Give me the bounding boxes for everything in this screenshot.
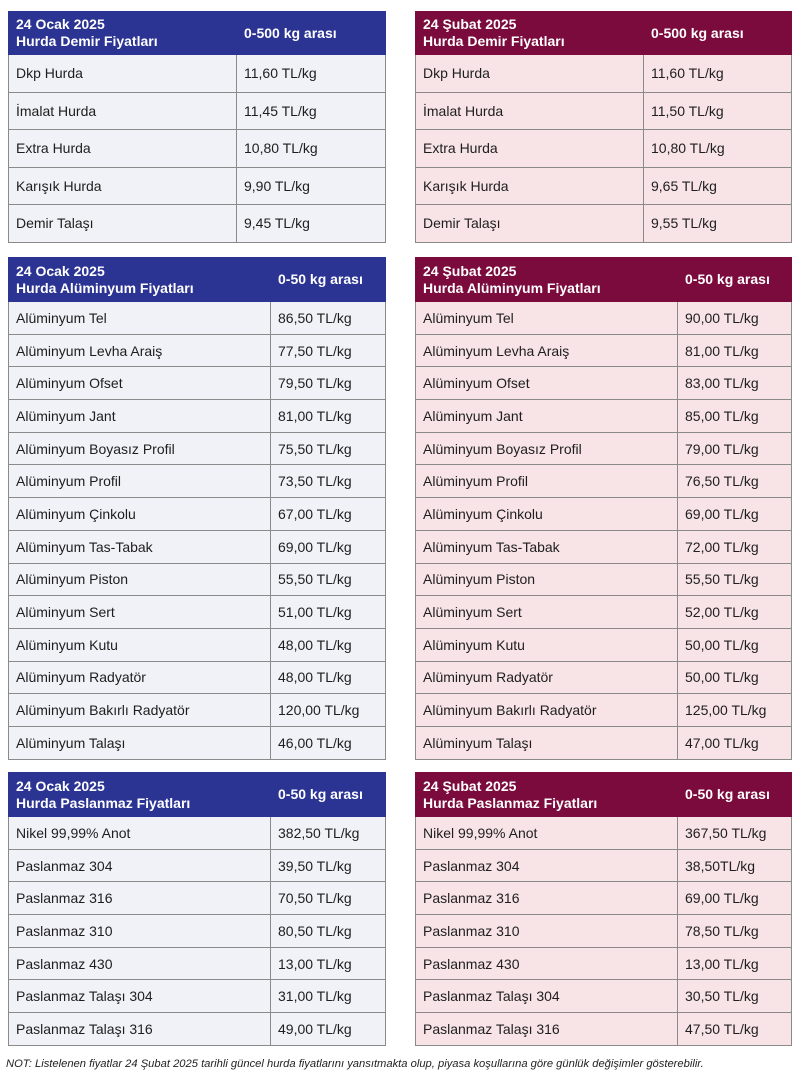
item-name: Paslanmaz 316 xyxy=(9,882,271,915)
item-price: 86,50 TL/kg xyxy=(271,302,386,335)
item-name: Demir Talaşı xyxy=(416,205,644,243)
weight-range-header: 0-50 kg arası xyxy=(678,258,792,302)
table-row xyxy=(416,530,792,563)
item-price: 9,65 TL/kg xyxy=(644,167,792,205)
item-name: Alüminyum Çinkolu xyxy=(416,498,678,531)
table-row xyxy=(9,882,386,915)
aluminyum-table-subat xyxy=(415,257,792,760)
item-price: 47,50 TL/kg xyxy=(678,1013,792,1046)
item-name: Alüminyum Tas-Tabak xyxy=(416,530,678,563)
item-price: 11,50 TL/kg xyxy=(644,92,792,130)
table-row xyxy=(9,947,386,980)
table-row xyxy=(416,882,792,915)
item-name: Alüminyum Bakırlı Radyatör xyxy=(416,694,678,727)
table-row xyxy=(9,661,386,694)
item-name: Extra Hurda xyxy=(9,130,237,168)
table-row xyxy=(416,498,792,531)
item-price: 13,00 TL/kg xyxy=(271,947,386,980)
table-row xyxy=(416,849,792,882)
table-row xyxy=(416,915,792,948)
item-price: 81,00 TL/kg xyxy=(271,400,386,433)
demir-table-subat xyxy=(415,11,792,243)
table-title xyxy=(9,12,237,55)
item-name: Paslanmaz 430 xyxy=(416,947,678,980)
weight-range-header: 0-500 kg arası xyxy=(237,12,386,55)
item-name: Karışık Hurda xyxy=(9,167,237,205)
table-heading: Hurda Paslanmaz Fiyatları xyxy=(16,794,191,811)
item-name: Karışık Hurda xyxy=(416,167,644,205)
item-name: Alüminyum Bakırlı Radyatör xyxy=(9,694,271,727)
item-price: 78,50 TL/kg xyxy=(678,915,792,948)
item-name: Paslanmaz Talaşı 316 xyxy=(416,1013,678,1046)
item-name: Alüminyum Levha Araiş xyxy=(9,334,271,367)
table-row xyxy=(416,596,792,629)
item-price: 50,00 TL/kg xyxy=(678,628,792,661)
table-row xyxy=(416,130,792,168)
item-name: Paslanmaz 304 xyxy=(416,849,678,882)
table-row xyxy=(9,167,386,205)
item-price: 38,50TL/kg xyxy=(678,849,792,882)
item-name: Nikel 99,99% Anot xyxy=(9,817,271,850)
table-title xyxy=(416,258,678,302)
item-price: 13,00 TL/kg xyxy=(678,947,792,980)
item-price: 46,00 TL/kg xyxy=(271,726,386,759)
table-date: 24 Ocak 2025 xyxy=(16,16,105,32)
item-price: 73,50 TL/kg xyxy=(271,465,386,498)
item-price: 67,00 TL/kg xyxy=(271,498,386,531)
item-name: Alüminyum Talaşı xyxy=(9,726,271,759)
table-row xyxy=(416,367,792,400)
table-title xyxy=(9,773,271,817)
item-price: 76,50 TL/kg xyxy=(678,465,792,498)
table-row xyxy=(9,55,386,93)
item-name: Alüminyum Kutu xyxy=(9,628,271,661)
item-name: Paslanmaz 316 xyxy=(416,882,678,915)
table-row xyxy=(9,915,386,948)
table-row xyxy=(416,694,792,727)
item-price: 90,00 TL/kg xyxy=(678,302,792,335)
table-row xyxy=(416,400,792,433)
table-row xyxy=(9,92,386,130)
table-row xyxy=(9,465,386,498)
item-name: Dkp Hurda xyxy=(416,55,644,93)
table-date: 24 Ocak 2025 xyxy=(16,262,105,279)
weight-range-header: 0-50 kg arası xyxy=(271,258,386,302)
table-row xyxy=(9,694,386,727)
item-name: Paslanmaz Talaşı 304 xyxy=(9,980,271,1013)
item-price: 10,80 TL/kg xyxy=(237,130,386,168)
item-name: Alüminyum Boyasız Profil xyxy=(9,432,271,465)
item-name: Paslanmaz 304 xyxy=(9,849,271,882)
item-price: 55,50 TL/kg xyxy=(678,563,792,596)
item-price: 49,00 TL/kg xyxy=(271,1013,386,1046)
item-price: 69,00 TL/kg xyxy=(678,882,792,915)
table-title xyxy=(416,773,678,817)
table-heading: Hurda Paslanmaz Fiyatları xyxy=(423,794,598,811)
item-name: İmalat Hurda xyxy=(9,92,237,130)
item-name: Extra Hurda xyxy=(416,130,644,168)
table-row xyxy=(416,167,792,205)
item-price: 69,00 TL/kg xyxy=(678,498,792,531)
item-name: Alüminyum Sert xyxy=(9,596,271,629)
table-row xyxy=(416,980,792,1013)
item-price: 11,60 TL/kg xyxy=(237,55,386,93)
table-row xyxy=(416,92,792,130)
item-price: 81,00 TL/kg xyxy=(678,334,792,367)
item-price: 50,00 TL/kg xyxy=(678,661,792,694)
table-row xyxy=(9,130,386,168)
item-name: Dkp Hurda xyxy=(9,55,237,93)
table-row xyxy=(416,334,792,367)
item-name: Nikel 99,99% Anot xyxy=(416,817,678,850)
table-row xyxy=(9,563,386,596)
item-name: Alüminyum Sert xyxy=(416,596,678,629)
table-row xyxy=(9,726,386,759)
item-price: 80,50 TL/kg xyxy=(271,915,386,948)
item-price: 31,00 TL/kg xyxy=(271,980,386,1013)
item-price: 10,80 TL/kg xyxy=(644,130,792,168)
item-price: 47,00 TL/kg xyxy=(678,726,792,759)
table-row xyxy=(9,205,386,243)
item-price: 79,00 TL/kg xyxy=(678,432,792,465)
table-title xyxy=(9,258,271,302)
demir-table-ocak xyxy=(8,11,386,243)
table-row xyxy=(9,980,386,1013)
table-heading: Hurda Alüminyum Fiyatları xyxy=(423,279,601,296)
item-price: 120,00 TL/kg xyxy=(271,694,386,727)
table-row xyxy=(9,367,386,400)
table-row xyxy=(9,498,386,531)
item-name: Paslanmaz 310 xyxy=(416,915,678,948)
table-row xyxy=(416,55,792,93)
item-price: 75,50 TL/kg xyxy=(271,432,386,465)
item-name: Alüminyum Profil xyxy=(9,465,271,498)
table-row xyxy=(9,817,386,850)
item-price: 70,50 TL/kg xyxy=(271,882,386,915)
weight-range-header: 0-500 kg arası xyxy=(644,12,792,55)
item-name: Alüminyum Ofset xyxy=(9,367,271,400)
paslanmaz-table-ocak xyxy=(8,772,386,1046)
footnote: NOT: Listelenen fiyatlar 24 Şubat 2025 tarihli güncel hurda fiyatlarını yansıtmakta olup, piyasa koşullarına göre günlük değişimler gösterebilir. xyxy=(6,1058,704,1070)
aluminyum-table-ocak xyxy=(8,257,386,760)
item-price: 382,50 TL/kg xyxy=(271,817,386,850)
item-name: Alüminyum Profil xyxy=(416,465,678,498)
item-name: Paslanmaz 430 xyxy=(9,947,271,980)
item-price: 55,50 TL/kg xyxy=(271,563,386,596)
item-price: 83,00 TL/kg xyxy=(678,367,792,400)
item-name: Alüminyum Tel xyxy=(416,302,678,335)
item-name: Paslanmaz 310 xyxy=(9,915,271,948)
paslanmaz-table-subat xyxy=(415,772,792,1046)
table-row xyxy=(9,530,386,563)
item-price: 39,50 TL/kg xyxy=(271,849,386,882)
table-date: 24 Şubat 2025 xyxy=(423,262,517,279)
table-row xyxy=(416,947,792,980)
item-name: Alüminyum Radyatör xyxy=(416,661,678,694)
item-price: 48,00 TL/kg xyxy=(271,628,386,661)
item-price: 9,45 TL/kg xyxy=(237,205,386,243)
item-name: Alüminyum Talaşı xyxy=(416,726,678,759)
table-heading: Hurda Demir Fiyatları xyxy=(16,33,158,49)
item-price: 52,00 TL/kg xyxy=(678,596,792,629)
item-price: 30,50 TL/kg xyxy=(678,980,792,1013)
weight-range-header: 0-50 kg arası xyxy=(271,773,386,817)
table-row xyxy=(9,1013,386,1046)
table-row xyxy=(9,400,386,433)
item-price: 85,00 TL/kg xyxy=(678,400,792,433)
item-price: 9,55 TL/kg xyxy=(644,205,792,243)
table-title xyxy=(416,12,644,55)
item-name: İmalat Hurda xyxy=(416,92,644,130)
item-price: 125,00 TL/kg xyxy=(678,694,792,727)
item-name: Alüminyum Jant xyxy=(9,400,271,433)
table-row xyxy=(416,726,792,759)
table-row xyxy=(416,465,792,498)
item-name: Paslanmaz Talaşı 304 xyxy=(416,980,678,1013)
item-name: Alüminyum Jant xyxy=(416,400,678,433)
table-heading: Hurda Demir Fiyatları xyxy=(423,33,565,49)
item-price: 77,50 TL/kg xyxy=(271,334,386,367)
table-row xyxy=(416,302,792,335)
table-row xyxy=(9,628,386,661)
item-name: Alüminyum Çinkolu xyxy=(9,498,271,531)
table-row xyxy=(9,432,386,465)
item-price: 72,00 TL/kg xyxy=(678,530,792,563)
item-name: Alüminyum Piston xyxy=(416,563,678,596)
item-price: 51,00 TL/kg xyxy=(271,596,386,629)
table-row xyxy=(416,628,792,661)
item-name: Alüminyum Levha Araiş xyxy=(416,334,678,367)
table-row xyxy=(416,661,792,694)
item-price: 79,50 TL/kg xyxy=(271,367,386,400)
item-name: Paslanmaz Talaşı 316 xyxy=(9,1013,271,1046)
item-name: Alüminyum Ofset xyxy=(416,367,678,400)
item-name: Alüminyum Tel xyxy=(9,302,271,335)
item-price: 9,90 TL/kg xyxy=(237,167,386,205)
table-row xyxy=(416,205,792,243)
item-price: 69,00 TL/kg xyxy=(271,530,386,563)
item-name: Alüminyum Piston xyxy=(9,563,271,596)
weight-range-header: 0-50 kg arası xyxy=(678,773,792,817)
item-price: 48,00 TL/kg xyxy=(271,661,386,694)
table-row xyxy=(9,334,386,367)
item-price: 11,60 TL/kg xyxy=(644,55,792,93)
table-date: 24 Şubat 2025 xyxy=(423,16,517,32)
table-row xyxy=(9,596,386,629)
table-date: 24 Şubat 2025 xyxy=(423,777,517,794)
item-name: Alüminyum Tas-Tabak xyxy=(9,530,271,563)
table-row xyxy=(9,302,386,335)
item-name: Alüminyum Kutu xyxy=(416,628,678,661)
table-row xyxy=(9,849,386,882)
item-name: Alüminyum Radyatör xyxy=(9,661,271,694)
table-row xyxy=(416,563,792,596)
item-price: 11,45 TL/kg xyxy=(237,92,386,130)
table-row xyxy=(416,432,792,465)
table-heading: Hurda Alüminyum Fiyatları xyxy=(16,279,194,296)
table-row xyxy=(416,1013,792,1046)
item-price: 367,50 TL/kg xyxy=(678,817,792,850)
table-date: 24 Ocak 2025 xyxy=(16,777,105,794)
item-name: Alüminyum Boyasız Profil xyxy=(416,432,678,465)
table-row xyxy=(416,817,792,850)
item-name: Demir Talaşı xyxy=(9,205,237,243)
